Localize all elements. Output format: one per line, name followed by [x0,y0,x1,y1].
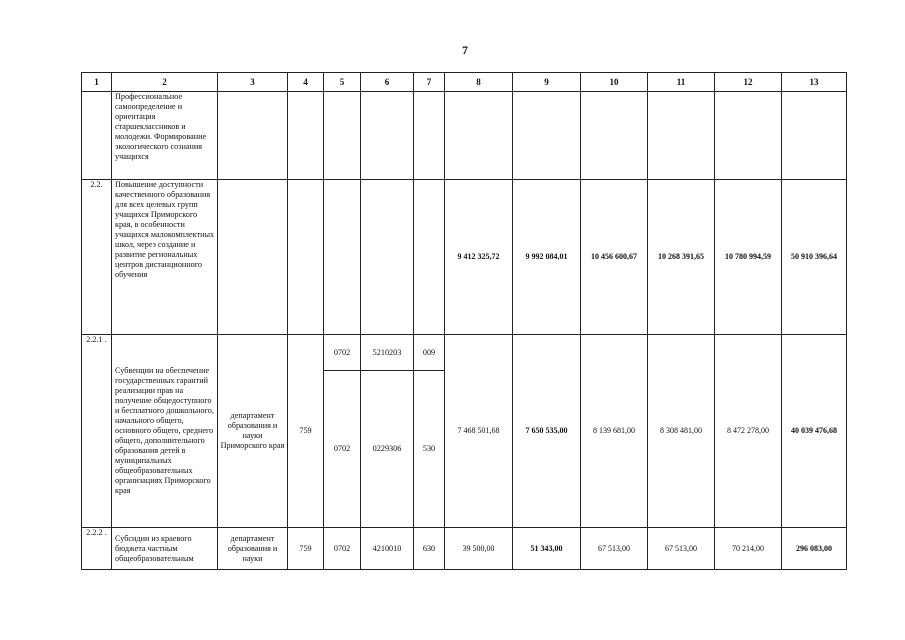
row-description: Субвенции на обеспечение государственных гарантий реализации прав на получение общедоступного и бесплатного дошкольного, начального общего, основного общего, среднего общего, дополнительного образования детей в муниципальных общеобразовательных организациях Приморского края [112,335,218,528]
header-cell: 9 [513,73,581,92]
value-cell: 7 468 501,68 [445,335,513,528]
grbs-cell: 759 [288,335,324,528]
header-cell: 6 [361,73,414,92]
header-cell: 1 [82,73,112,92]
total-cell: 50 910 396,64 [782,180,847,335]
value-cell: 10 456 600,67 [581,180,648,335]
total-cell: 40 039 476,68 [782,335,847,528]
value-cell: 70 214,00 [715,528,782,570]
value-cell: 51 343,00 [513,528,581,570]
header-cell: 10 [581,73,648,92]
header-cell: 13 [782,73,847,92]
code-cell: 4210010 [361,528,414,570]
budget-table [81,72,847,570]
header-cell: 12 [715,73,782,92]
executor-cell: департамент образования и науки Приморского края [218,335,288,528]
table-row-2-2 [82,180,847,335]
value-cell: 8 472 278,00 [715,335,782,528]
section-cell: 0702 [324,335,361,371]
table-row-2-2-2 [82,528,847,570]
header-cell: 8 [445,73,513,92]
header-cell: 7 [414,73,445,92]
header-cell: 5 [324,73,361,92]
row-number: 2.2.2 . [82,528,112,570]
value-cell: 10 780 994,59 [715,180,782,335]
row-number [82,92,112,180]
section-cell: 0702 [324,528,361,570]
row-number: 2.2.1 . [82,335,112,528]
row-description: Субсидии из краевого бюджета частным общеобразовательным [112,528,218,570]
table-row-2-2-1 [82,335,847,371]
value-cell: 67 513,00 [648,528,715,570]
code-cell: 5210203 [361,335,414,371]
type-cell: 530 [414,371,445,528]
table-row-continued [82,92,847,180]
type-cell: 630 [414,528,445,570]
header-cell: 2 [112,73,218,92]
row-number: 2.2. [82,180,112,335]
total-cell: 296 083,00 [782,528,847,570]
value-cell: 9 412 325,72 [445,180,513,335]
value-cell: 7 650 535,00 [513,335,581,528]
section-cell: 0702 [324,371,361,528]
header-row [82,73,847,92]
type-cell: 009 [414,335,445,371]
value-cell: 8 139 681,00 [581,335,648,528]
value-cell: 10 268 391,65 [648,180,715,335]
header-cell: 3 [218,73,288,92]
grbs-cell: 759 [288,528,324,570]
code-cell: 0229306 [361,371,414,528]
value-cell: 8 308 481,00 [648,335,715,528]
executor-cell: департамент образования и науки [218,528,288,570]
value-cell: 9 992 084,01 [513,180,581,335]
page-number: 7 [462,43,468,57]
header-cell: 11 [648,73,715,92]
header-cell: 4 [288,73,324,92]
row-description: Повышение доступности качественного образования для всех целевых групп учащихся Приморского края, в особенности учащихся малокомплектных школ, через создание и развитие региональных центров дистанционного обучения [112,180,218,335]
value-cell: 67 513,00 [581,528,648,570]
row-description: Профессиональное самоопределение и ориентация старшеклассников и молодежи. Формирование экологического сознания учащихся [112,92,218,180]
value-cell: 39 500,00 [445,528,513,570]
